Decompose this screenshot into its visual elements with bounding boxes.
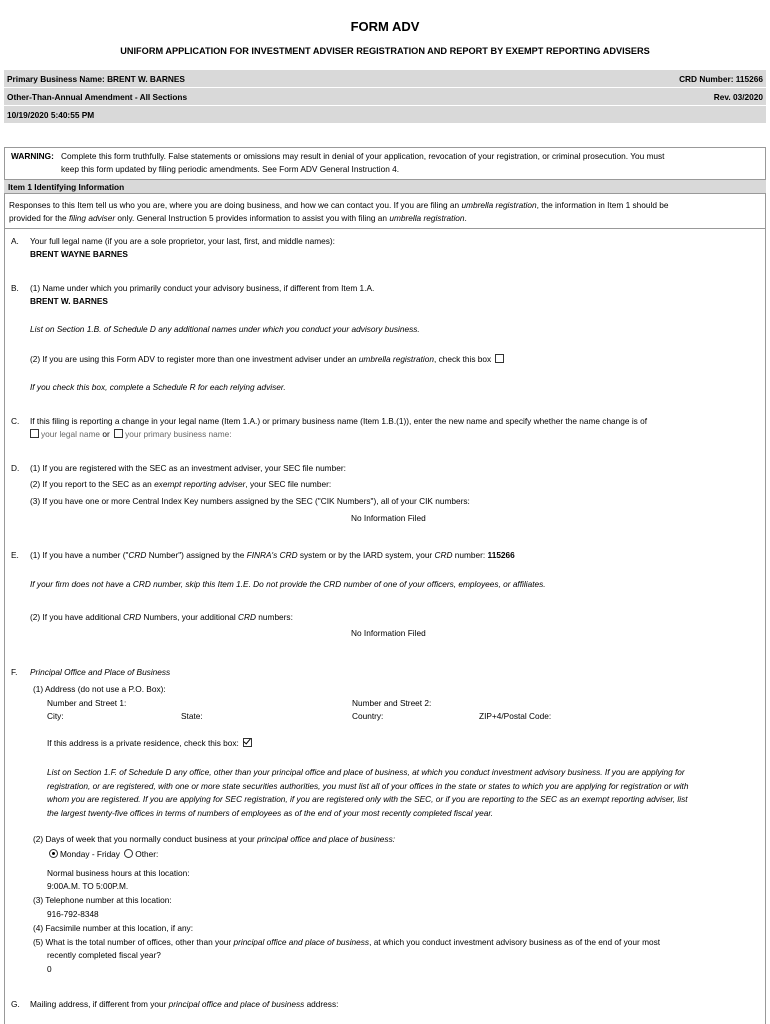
additional-crd-value: No Information Filed xyxy=(351,628,426,638)
hours-label: Normal business hours at this location: xyxy=(47,868,190,878)
item-c-question: If this filing is reporting a change in your legal name (Item 1.A.) or primary business name (Item 1.B.(1)), enter the new name and specify whether the name change is of xyxy=(30,416,648,426)
zip-label: ZIP+4/Postal Code: xyxy=(479,711,552,721)
item-f-address-question: (1) Address (do not use a P.O. Box): xyxy=(33,684,166,694)
street-2-label: Number and Street 2: xyxy=(352,698,432,708)
divider xyxy=(4,228,766,229)
item-g-question: Mailing address, if different from your principal office and place of business address: xyxy=(30,999,339,1009)
item1-intro-line-1: Responses to this Item tell us who you are, where you are doing business, and how we can contact you. If you are filing an umbrella registration, the information in Item 1 should be xyxy=(9,200,669,210)
item-b-question-2: (2) If you are using this Form ADV to register more than one investment adviser under an umbrella registration, check this box xyxy=(30,354,506,365)
offices-question-cont: recently completed fiscal year? xyxy=(47,950,161,960)
other-days-radio[interactable] xyxy=(124,849,133,858)
item-e-question-2: (2) If you have additional CRD Numbers, your additional CRD numbers: xyxy=(30,612,293,622)
item-d-question-1: (1) If you are registered with the SEC as an investment adviser, your SEC file number: xyxy=(30,463,346,473)
form-title: FORM ADV xyxy=(350,19,420,34)
form-subtitle: UNIFORM APPLICATION FOR INVESTMENT ADVISER REGISTRATION AND REPORT BY EXEMPT REPORTING ADVISERS xyxy=(120,46,650,56)
legal-name-value: BRENT WAYNE BARNES xyxy=(30,249,128,259)
item-f-note: List on Section 1.F. of Schedule D any office, other than your principal office and place of business, at which you conduct investment advisory business. If you are applying for registration, or are registered, with one or more state securities authorities, you must list all of your offices in the state or states to which you are applying for registration or with whom you are registered. If you are applying for SEC registration, if you are registered only with the SEC, or if you are reporting to the SEC as an exempt reporting adviser, list the largest twenty-five offices in terms of numbers of employees as of the end of your most recently completed fiscal year. xyxy=(47,767,689,818)
header-row-2 xyxy=(4,88,766,105)
hours-value: 9:00A.M. TO 5:00P.M. xyxy=(47,881,129,891)
business-name-change-checkbox[interactable] xyxy=(114,429,123,438)
item-d-letter: D. xyxy=(11,463,20,473)
item-e-note: If your firm does not have a CRD number, skip this Item 1.E. Do not provide the CRD number of one of your officers, employees, or affiliates. xyxy=(30,579,546,589)
phone-value: 916-792-8348 xyxy=(47,909,99,919)
state-label: State: xyxy=(181,711,203,721)
revision: Rev. 03/2020 xyxy=(713,92,763,102)
business-name-value: BRENT W. BARNES xyxy=(30,296,108,306)
item-f-heading: Principal Office and Place of Business xyxy=(30,667,171,677)
item-d-question-2: (2) If you report to the SEC as an exempt reporting adviser, your SEC file number: xyxy=(30,479,332,489)
offices-question: (5) What is the total number of offices, other than your principal office and place of business, at which you conduct investment advisory business as of the end of your most xyxy=(33,937,661,947)
cik-numbers-value: No Information Filed xyxy=(351,513,426,523)
country-label: Country: xyxy=(352,711,384,721)
item-b-note-2: If you check this box, complete a Schedule R for each relying adviser. xyxy=(30,382,286,392)
item-e-letter: E. xyxy=(11,550,19,560)
crd-number-value: 115266 xyxy=(487,550,515,560)
item-d-question-3: (3) If you have one or more Central Index Key numbers assigned by the SEC ("CIK Numbers"), all of your CIK numbers: xyxy=(30,496,470,506)
legal-name-change-checkbox[interactable] xyxy=(30,429,39,438)
item-g-letter: G. xyxy=(11,999,20,1009)
primary-business-name: Primary Business Name: BRENT W. BARNES xyxy=(7,74,185,84)
item1-intro-line-2: provided for the filing adviser only. General Instruction 5 provides information to assist you with filing an umbrella registration. xyxy=(9,213,467,223)
umbrella-registration-checkbox[interactable] xyxy=(495,354,504,363)
item1-heading: Item 1 Identifying Information xyxy=(8,182,125,192)
item-a-question: Your full legal name (if you are a sole proprietor, your last, first, and middle names): xyxy=(30,236,335,246)
warning-line-2: keep this form updated by filing periodic amendments. See Form ADV General Instruction 4. xyxy=(61,164,400,174)
item-f-letter: F. xyxy=(11,667,18,677)
offices-value: 0 xyxy=(47,964,52,974)
header-row-1 xyxy=(4,70,766,87)
warning-label: WARNING: xyxy=(11,151,54,161)
private-residence-checkbox[interactable] xyxy=(243,738,252,747)
item-b-letter: B. xyxy=(11,283,19,293)
item-e-question-1: (1) If you have a number ("CRD Number") assigned by the FINRA's CRD system or by the IARD system, your CRD number: 115266 xyxy=(30,550,515,560)
timestamp: 10/19/2020 5:40:55 PM xyxy=(7,110,95,120)
crd-number: CRD Number: 115266 xyxy=(679,74,763,84)
city-label: City: xyxy=(47,711,64,721)
monday-friday-radio[interactable] xyxy=(49,849,58,858)
item-b-question-1: (1) Name under which you primarily conduct your advisory business, if different from Item 1.A. xyxy=(30,283,375,293)
item-c-letter: C. xyxy=(11,416,20,426)
item-b-note-1: List on Section 1.B. of Schedule D any additional names under which you conduct your advisory business. xyxy=(30,324,420,334)
item-f-days-question: (2) Days of week that you normally conduct business at your principal office and place of business: xyxy=(33,834,396,844)
phone-question: (3) Telephone number at this location: xyxy=(33,895,172,905)
fax-question: (4) Facsimile number at this location, if any: xyxy=(33,923,194,933)
item1-heading-bar xyxy=(4,179,766,194)
amendment-type: Other-Than-Annual Amendment - All Sections xyxy=(7,92,188,102)
private-residence-row: If this address is a private residence, check this box: xyxy=(47,738,254,749)
street-1-label: Number and Street 1: xyxy=(47,698,127,708)
warning-line-1: Complete this form truthfully. False statements or omissions may result in denial of your application, revocation of your registration, or criminal prosecution. You must xyxy=(61,151,665,161)
header-row-3 xyxy=(4,106,766,123)
item-a-letter: A. xyxy=(11,236,19,246)
days-options: Monday - Friday Other: xyxy=(47,849,158,860)
item-c-options: your legal name or your primary business name: xyxy=(28,429,232,440)
